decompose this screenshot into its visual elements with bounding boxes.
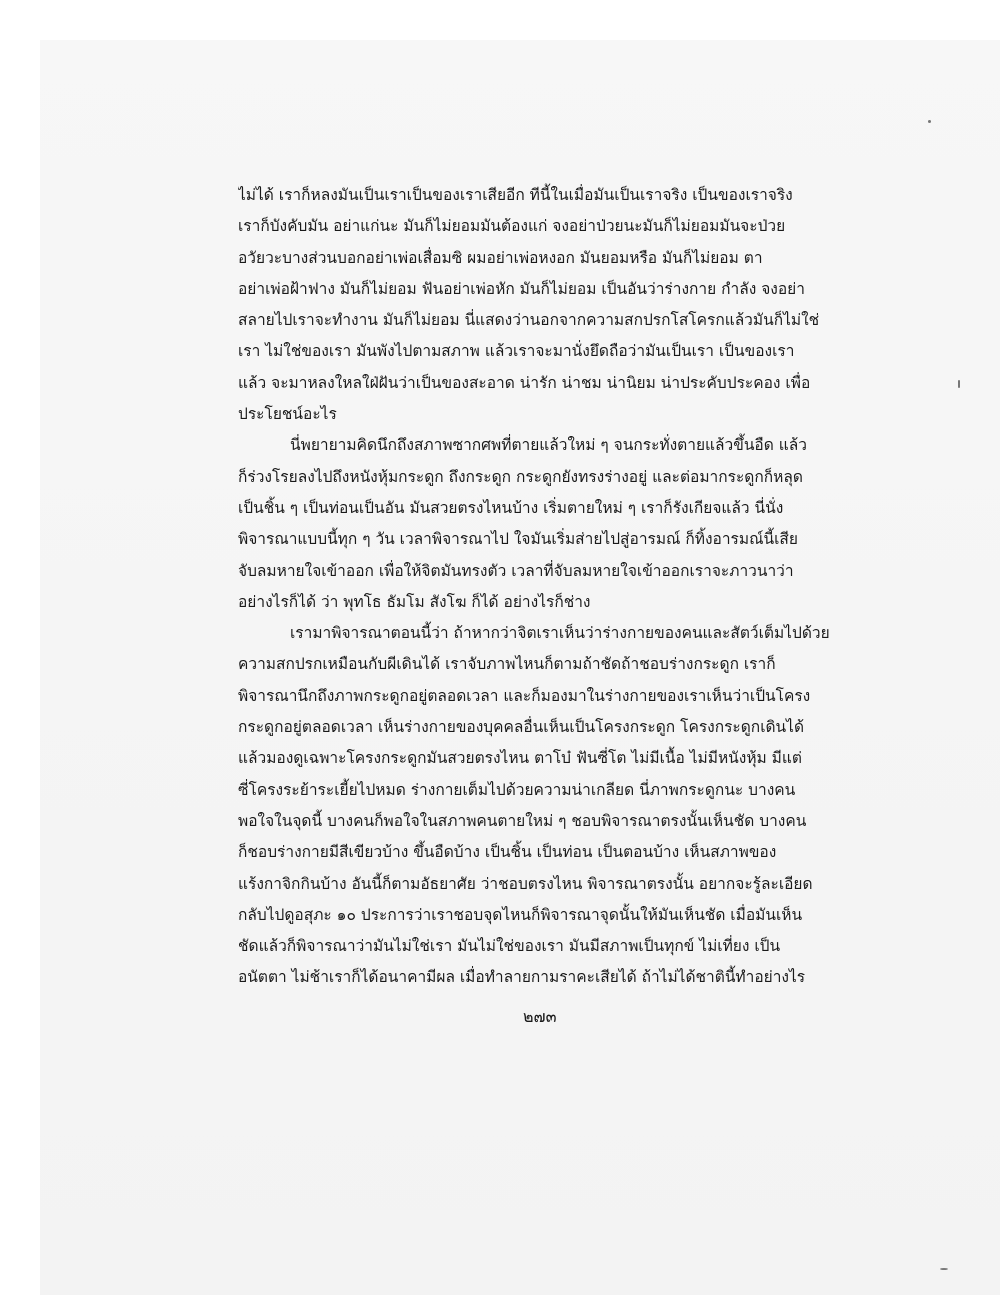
page-top-margin (0, 0, 1000, 40)
scan-speck (958, 380, 960, 388)
text-line: กลับไปดูอสุภะ ๑๐ ประการว่าเราชอบจุดไหนก็พิจารณาจุดนั้นให้มันเห็นชัด เมื่อมันเห็น (238, 905, 803, 924)
text-line: อย่าเพ่อฝ้าฟาง มันก็ไม่ยอม ฟันอย่าเพ่อหัก มันก็ไม่ยอม เป็นอันว่าร่างกาย กำลัง จงอย่า (238, 279, 805, 298)
body-text (238, 180, 868, 994)
text-line: เรามาพิจารณาตอนนี้ว่า ถ้าหากว่าจิตเราเห็นว่าร่างกายของคนและสัตว์เต็มไปด้วย (290, 624, 830, 643)
scan-speck (928, 120, 931, 123)
text-line: ชัดแล้วก็พิจารณาว่ามันไม่ใช่เรา มันไม่ใช่ของเรา มันมีสภาพเป็นทุกข์ ไม่เที่ยง เป็น (238, 937, 781, 956)
text-line: ซี่โครงระย้าระเยี้ยไปหมด ร่างกายเต็มไปด้วยความน่าเกลียด นี่ภาพกระดูกนะ บางคน (238, 780, 796, 799)
text-line: อย่างไรก็ได้ ว่า พุทโธ ธัมโม สังโฆ ก็ได้ อย่างไรก็ช่าง (238, 592, 591, 611)
paragraph-1 (238, 180, 868, 430)
paragraph-2 (238, 430, 868, 618)
page-left-margin (0, 0, 40, 1295)
text-line: อวัยวะบางส่วนบอกอย่าเพ่อเสื่อมซิ ผมอย่าเพ่อหงอก มันยอมหรือ มันก็ไม่ยอม ตา (238, 248, 763, 267)
text-line: ก็ชอบร่างกายมีสีเขียวบ้าง ขึ้นอืดบ้าง เป็นชิ้น เป็นท่อน เป็นตอนบ้าง เห็นสภาพของ (238, 843, 777, 862)
text-line: เราก็บังคับมัน อย่าแก่นะ มันก็ไม่ยอมมันต้องแก่ จงอย่าป่วยนะมันก็ไม่ยอมมันจะป่วย (238, 217, 786, 236)
text-line: ไม่ได้ เราก็หลงมันเป็นเราเป็นของเราเสียอีก ทีนี้ในเมื่อมันเป็นเราจริง เป็นของเราจริง (238, 186, 793, 204)
text-line: นี่พยายามคิดนึกถึงสภาพซากศพที่ตายแล้วใหม่ ๆ จนกระทั่งตายแล้วขึ้นอืด แล้ว (290, 436, 807, 455)
text-line: พิจารณาแบบนี้ทุก ๆ วัน เวลาพิจารณาไป ใจมันเริ่มส่ายไปสู่อารมณ์ ก็ทิ้งอารมณ์นี้เสีย (238, 530, 798, 549)
text-line: อนัตตา ไม่ช้าเราก็ได้อนาคามีผล เมื่อทำลายกามราคะเสียได้ ถ้าไม่ได้ชาตินี้ทำอย่างไร (238, 968, 806, 987)
text-line: ก็ร่วงโรยลงไปถึงหนังหุ้มกระดูก ถึงกระดูก กระดูกยังทรงร่างอยู่ และต่อมากระดูกก็หลุด (238, 467, 803, 486)
text-line: ประโยชน์อะไร (238, 405, 337, 424)
text-line: ความสกปรกเหมือนกับผีเดินได้ เราจับภาพไหนก็ตามถ้าชัดถ้าชอบร่างกระดูก เราก็ (238, 655, 776, 674)
text-line: เป็นชิ้น ๆ เป็นท่อนเป็นอัน มันสวยตรงไหนบ้าง เริ่มตายใหม่ ๆ เราก็รังเกียจแล้ว นี่นั่ง (238, 498, 784, 517)
text-line: แล้ว จะมาหลงใหลใฝ่ฝันว่าเป็นของสะอาด น่ารัก น่าชม น่านิยม น่าประคับประคอง เพื่อ (238, 373, 811, 392)
text-line: แร้งกาจิกกินบ้าง อันนี้ก็ตามอัธยาศัย ว่าชอบตรงไหน พิจารณาตรงนั้น อยากจะรู้ละเอียด (238, 874, 813, 893)
paragraph-3 (238, 618, 868, 994)
scan-speck (940, 1268, 948, 1270)
text-line: สลายไปเราจะทำงาน มันก็ไม่ยอม นี่แสดงว่านอกจากความสกปรกโสโครกแล้วมันก็ไม่ใช่ (238, 311, 820, 330)
text-line: กระดูกอยู่ตลอดเวลา เห็นร่างกายของบุคคลอื่นเห็นเป็นโครงกระดูก โครงกระดูกเดินได้ (238, 718, 805, 737)
text-line: จับลมหายใจเข้าออก เพื่อให้จิตมันทรงตัว เวลาที่จับลมหายใจเข้าออกเราจะภาวนาว่า (238, 561, 794, 580)
text-line: แล้วมองดูเฉพาะโครงกระดูกมันสวยตรงไหน ตาโบ๋ ฟันซี่โต ไม่มีเนื้อ ไม่มีหนังหุ้ม มีแต่ (238, 749, 802, 768)
text-line: พิจารณานึกถึงภาพกระดูกอยู่ตลอดเวลา และก็มองมาในร่างกายของเราเห็นว่าเป็นโครง (238, 686, 811, 705)
text-line: เรา ไม่ใช่ของเรา มันพังไปตามสภาพ แล้วเราจะมานั่งยึดถือว่ามันเป็นเรา เป็นของเรา (238, 342, 795, 361)
text-line: พอใจในจุดนี้ บางคนก็พอใจในสภาพคนตายใหม่ ๆ ชอบพิจารณาตรงนั้นเห็นชัด บางคน (238, 811, 807, 830)
page-number: ๒๗๓ (523, 1007, 557, 1026)
